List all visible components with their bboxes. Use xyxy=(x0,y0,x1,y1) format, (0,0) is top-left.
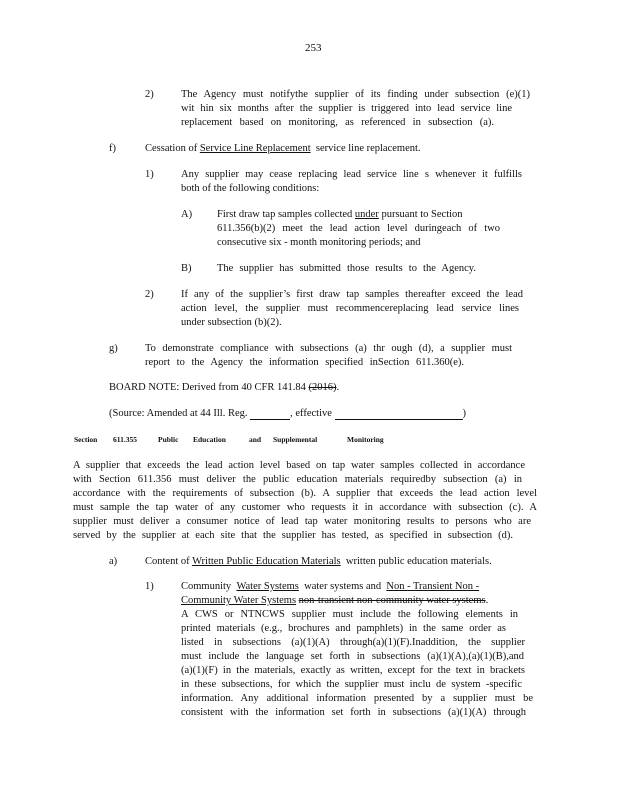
list-marker: 2) xyxy=(145,289,154,300)
list-marker: f) xyxy=(109,143,116,154)
plain-text: First draw tap samples collected xyxy=(217,209,353,220)
plain-text: Community xyxy=(181,581,232,592)
paragraph-line: with Section 611.356 must deliver the public education materials requiredby subsection (a) in xyxy=(73,474,522,485)
paragraph-line xyxy=(217,208,463,221)
paragraph-line: accordance with the requirements of subsection (b). A supplier that exceeds the lead action level xyxy=(73,488,537,499)
paragraph-line: action level, the supplier must recommencereplacing lead service lines xyxy=(181,303,519,314)
inserted-text: Non - Transient Non - xyxy=(386,581,480,592)
inserted-text: under xyxy=(354,209,379,220)
inserted-text: Written Public Education Materials xyxy=(192,556,341,567)
list-marker: 2) xyxy=(145,89,154,100)
section-heading-title: and xyxy=(249,435,262,444)
paragraph-line xyxy=(181,594,488,607)
inserted-text: Service Line Replacement xyxy=(199,143,311,154)
list-marker: g) xyxy=(109,343,118,354)
section-heading-title: Monitoring xyxy=(347,435,384,444)
paragraph-line: wit hin six months after the supplier is triggered into lead service line xyxy=(181,103,512,114)
paragraph-line: information. Any additional information presented by a supplier must be xyxy=(181,693,533,704)
inserted-text: Water Systems xyxy=(236,581,299,592)
paragraph-line xyxy=(145,555,492,568)
plain-text: (Source: Amended at 44 Ill. Reg. xyxy=(109,408,248,419)
plain-text: . xyxy=(485,595,489,606)
blank-line xyxy=(250,409,290,420)
section-heading-title: Education xyxy=(193,435,226,444)
section-heading-title: Public xyxy=(158,435,179,444)
section-heading-label: Section xyxy=(74,435,98,444)
paragraph-line: Any supplier may cease replacing lead service line s whenever it fulfills xyxy=(181,169,522,180)
page-number: 253 xyxy=(305,42,322,54)
paragraph-line: If any of the supplier’s first draw tap samples thereafter exceed the lead xyxy=(181,289,523,300)
paragraph-line: under subsection (b)(2). xyxy=(181,317,282,328)
paragraph-line: must sample the tap water of any customer who requests it in accordance with subsection (c). A xyxy=(73,502,537,513)
paragraph-line: report to the Agency the information specified inSection 611.360(e). xyxy=(145,357,464,368)
plain-text: BOARD NOTE: Derived from 40 CFR 141.84 xyxy=(109,382,306,393)
paragraph-line xyxy=(145,142,421,155)
plain-text: Content of xyxy=(145,556,190,567)
paragraph-line: consistent with the information set forth in subsections (a)(1)(A) through xyxy=(181,707,526,718)
paragraph-line: 611.356(b)(2) meet the lead action level duringeach of two xyxy=(217,223,500,234)
paragraph-line: The supplier has submitted those results to the Agency. xyxy=(217,263,476,274)
list-marker: A) xyxy=(181,209,193,220)
paragraph-line: replacement based on monitoring, as referenced in subsection (a). xyxy=(181,117,494,128)
plain-text: . xyxy=(336,382,340,393)
plain-text: pursuant to Section xyxy=(381,209,463,220)
paragraph-line: served by the supplier at each site that the supplier has tested, as specified in subsection (d). xyxy=(73,530,513,541)
section-heading-title: Supplemental xyxy=(273,435,318,444)
paragraph-line: A supplier that exceeds the lead action level based on tap water samples collected in accordance xyxy=(73,460,525,471)
paragraph-line: A CWS or NTNCWS supplier must include the following elements in xyxy=(181,609,518,620)
deleted-text: (2016) xyxy=(308,382,337,393)
paragraph-line: both of the following conditions: xyxy=(181,183,320,194)
blank-line xyxy=(335,409,463,420)
paragraph-line: To demonstrate compliance with subsections (a) thr ough (d), a supplier must xyxy=(145,343,512,354)
plain-text: service line replacement. xyxy=(315,143,421,154)
inserted-text: Community Water Systems xyxy=(181,595,297,606)
list-marker: 1) xyxy=(145,169,154,180)
plain-text: written public education materials. xyxy=(345,556,492,567)
paragraph-line: (a)(1)(F) in the materials, exactly as written, except for the text in brackets xyxy=(181,665,525,676)
list-marker: 1) xyxy=(145,581,154,592)
paragraph-line: in these subsections, for which the supplier must inclu de system -specific xyxy=(181,679,522,690)
plain-text: , effective xyxy=(290,408,332,419)
deleted-text: non-transient non-community water systems xyxy=(298,595,486,606)
source-note xyxy=(109,407,466,420)
section-heading-number: 611.355 xyxy=(113,435,137,444)
paragraph-line xyxy=(181,580,479,593)
board-note xyxy=(109,381,339,394)
plain-text: water systems and xyxy=(304,581,382,592)
paragraph-line: supplier must deliver a consumer notice of lead tap water monitoring results to persons who are xyxy=(73,516,531,527)
paragraph-line: consecutive six - month monitoring periods; and xyxy=(217,237,421,248)
list-marker: a) xyxy=(109,556,118,567)
paragraph-line: listed in subsections (a)(1)(A) through(a)(1)(F).Inaddition, the supplier xyxy=(181,637,525,648)
paragraph-line: The Agency must notifythe supplier of its finding under subsection (e)(1) xyxy=(181,89,530,100)
plain-text: ) xyxy=(462,408,467,419)
paragraph-line: printed materials (e.g., brochures and pamphlets) in the same order as xyxy=(181,623,506,634)
plain-text: Cessation of xyxy=(145,143,198,154)
list-marker: B) xyxy=(181,263,192,274)
paragraph-line: must include the language set forth in subsections (a)(1)(A),(a)(1)(B),and xyxy=(181,651,524,662)
